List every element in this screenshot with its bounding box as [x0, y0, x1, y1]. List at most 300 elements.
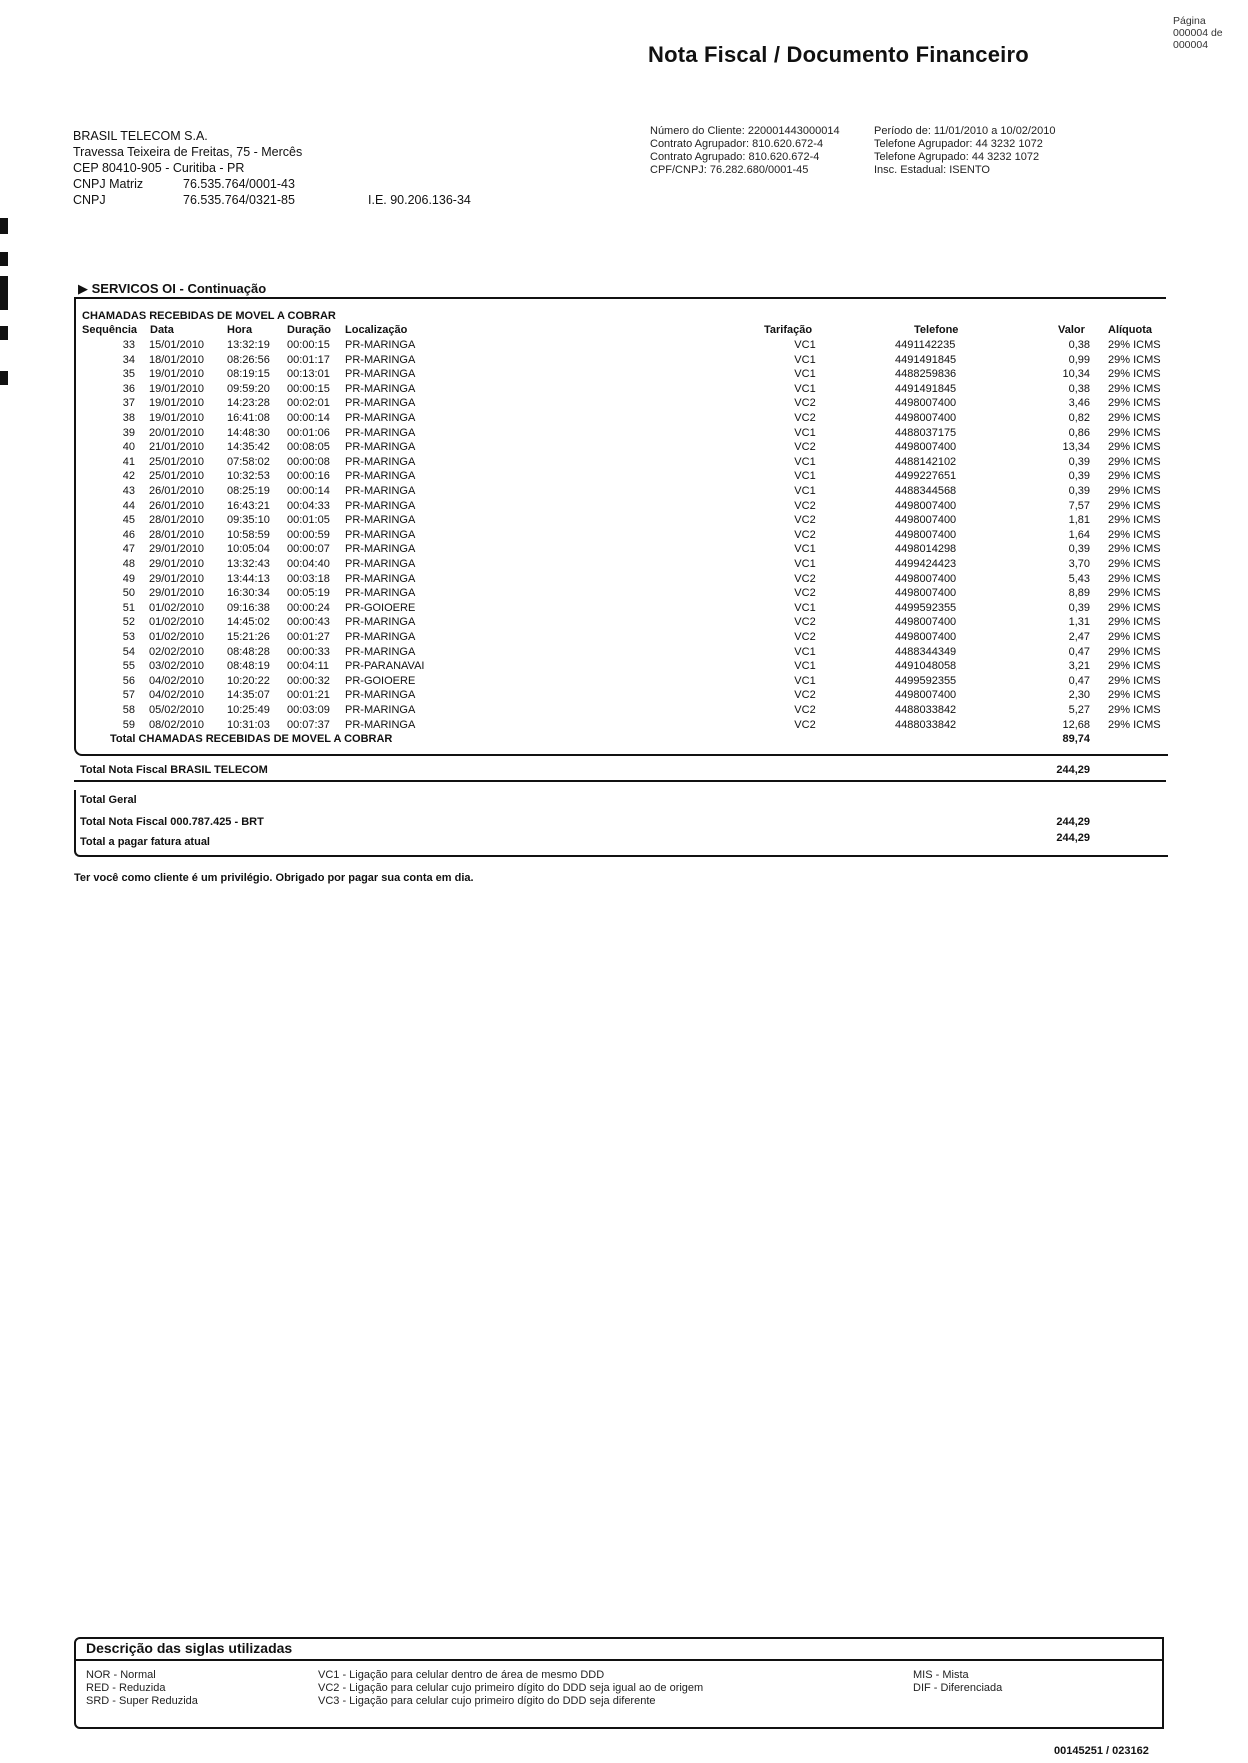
triangle-right-icon: ▶: [78, 281, 88, 296]
row-seq: 40: [122, 441, 135, 454]
row-duration: 00:07:37: [287, 718, 330, 731]
row-seq: 38: [122, 412, 135, 424]
row-phone: 4498007400: [895, 499, 957, 512]
legend-col-2: VC1 - Ligação para celular dentro de área de mesmo DDD VC2 - Ligação para celular cujo primeiro dígito do DDD seja igual ao de origem VC3 - Ligação para celular cujo primeiro dígito do DDD seja diferente: [318, 1669, 704, 1707]
row-location: PR-MARINGA: [345, 558, 416, 570]
table-row: [0, 703, 1248, 718]
row-tariff: VC1: [794, 543, 816, 556]
row-rate: 29% ICMS: [1108, 397, 1161, 410]
row-tariff: VC2: [794, 528, 816, 541]
row-tariff: VC1: [794, 470, 816, 483]
table-row: [0, 586, 1248, 601]
total-nf-brasil-label: Total Nota Fiscal BRASIL TELECOM: [80, 764, 268, 776]
row-date: 01/02/2010: [149, 631, 205, 643]
row-rate: 29% ICMS: [1108, 441, 1161, 454]
row-seq: 45: [122, 514, 135, 527]
row-time: 16:30:34: [227, 587, 270, 600]
ie-value: I.E. 90.206.136-34: [368, 193, 471, 207]
row-date: 19/01/2010: [149, 382, 205, 395]
table-row: [0, 426, 1248, 441]
row-duration: 00:08:05: [287, 441, 330, 454]
table-row: [0, 615, 1248, 630]
row-date: 19/01/2010: [149, 412, 205, 424]
row-seq: 34: [122, 353, 135, 366]
document-title: Nota Fiscal / Documento Financeiro: [648, 42, 1029, 67]
company-info: [73, 128, 471, 208]
row-duration: 00:01:17: [287, 353, 330, 366]
row-time: 16:43:21: [227, 499, 270, 512]
row-tariff: VC1: [794, 601, 816, 614]
row-time: 16:41:08: [227, 412, 270, 424]
row-date: 29/01/2010: [149, 558, 205, 570]
row-location: PR-MARINGA: [345, 514, 416, 527]
row-seq: 43: [122, 485, 135, 497]
scan-mark: [0, 218, 8, 234]
row-value: 2,47: [1068, 631, 1090, 643]
row-value: 10,34: [1062, 368, 1090, 381]
row-duration: 00:03:18: [287, 572, 330, 585]
row-date: 01/02/2010: [149, 616, 205, 629]
row-duration: 00:00:14: [287, 485, 330, 497]
row-location: PR-MARINGA: [345, 528, 416, 541]
row-seq: 58: [122, 704, 135, 716]
row-rate: 29% ICMS: [1108, 426, 1161, 439]
row-phone: 4498014298: [895, 543, 957, 556]
row-date: 25/01/2010: [149, 470, 205, 483]
row-rate: 29% ICMS: [1108, 485, 1161, 497]
row-duration: 00:05:19: [287, 587, 330, 600]
row-location: PR-MARINGA: [345, 368, 416, 381]
row-time: 08:19:15: [227, 368, 270, 381]
row-rate: 29% ICMS: [1108, 499, 1161, 512]
row-tariff: VC2: [794, 412, 816, 424]
row-date: 18/01/2010: [149, 353, 205, 366]
row-value: 2,30: [1068, 689, 1090, 702]
row-time: 08:48:19: [227, 660, 270, 673]
row-phone: 4488344568: [895, 485, 957, 497]
page-indicator: Página 000004 de 000004: [1173, 15, 1223, 51]
col-header-seq: Sequência: [82, 324, 138, 336]
row-time: 09:59:20: [227, 382, 270, 395]
contract-agrupador: Contrato Agrupador: 810.620.672-4: [650, 138, 824, 150]
row-seq: 39: [122, 426, 135, 439]
total-pagar-value: 244,29: [1056, 832, 1090, 844]
row-phone: 4499592355: [895, 674, 957, 687]
row-value: 0,99: [1068, 353, 1090, 366]
row-seq: 57: [122, 689, 135, 702]
row-location: PR-MARINGA: [345, 631, 416, 643]
section-total-value: 89,74: [1062, 733, 1090, 745]
row-phone: 4498007400: [895, 514, 957, 527]
thank-you-note: Ter você como cliente é um privilégio. Obrigado por pagar sua conta em dia.: [74, 872, 474, 884]
legend-title: Descrição das siglas utilizadas: [86, 1640, 293, 1656]
row-tariff: VC2: [794, 689, 816, 702]
row-seq: 49: [122, 572, 135, 585]
row-value: 13,34: [1062, 441, 1090, 454]
row-phone: 4488033842: [895, 718, 957, 731]
row-value: 3,70: [1068, 558, 1090, 570]
period-info: [874, 125, 1055, 177]
row-location: PR-PARANAVAI: [345, 660, 425, 673]
row-phone: 4488037175: [895, 426, 957, 439]
row-location: PR-MARINGA: [345, 499, 416, 512]
row-phone: 4488259836: [895, 368, 957, 381]
row-seq: 51: [122, 601, 135, 614]
table-row: [0, 411, 1248, 426]
row-time: 14:35:07: [227, 689, 270, 702]
row-time: 14:35:42: [227, 441, 270, 454]
client-cpf: CPF/CNPJ: 76.282.680/0001-45: [650, 164, 809, 176]
row-value: 0,47: [1068, 645, 1090, 658]
row-value: 0,47: [1068, 674, 1090, 687]
row-tariff: VC2: [794, 572, 816, 585]
row-seq: 35: [122, 368, 135, 381]
row-seq: 47: [122, 543, 135, 556]
row-date: 19/01/2010: [149, 368, 205, 381]
row-seq: 48: [122, 558, 135, 570]
document-number: 00145251 / 023162: [1054, 1745, 1149, 1757]
row-duration: 00:02:01: [287, 397, 330, 410]
divider: [74, 780, 1166, 782]
table-row: [0, 484, 1248, 499]
row-rate: 29% ICMS: [1108, 455, 1161, 468]
row-rate: 29% ICMS: [1108, 718, 1161, 731]
row-duration: 00:00:33: [287, 645, 330, 658]
row-duration: 00:04:33: [287, 499, 330, 512]
row-tariff: VC1: [794, 558, 816, 570]
company-cep: CEP 80410-905 - Curitiba - PR: [73, 161, 245, 175]
row-seq: 44: [122, 499, 135, 512]
row-tariff: VC1: [794, 674, 816, 687]
row-seq: 33: [122, 339, 135, 351]
row-date: 03/02/2010: [149, 660, 205, 673]
row-rate: 29% ICMS: [1108, 528, 1161, 541]
row-time: 10:05:04: [227, 543, 270, 556]
row-tariff: VC1: [794, 339, 816, 351]
row-value: 12,68: [1062, 718, 1090, 731]
row-seq: 36: [122, 382, 135, 395]
row-rate: 29% ICMS: [1108, 368, 1161, 381]
scan-mark: [0, 252, 8, 266]
row-seq: 56: [122, 674, 135, 687]
total-nf-brasil-value: 244,29: [1056, 764, 1090, 776]
row-location: PR-GOIOERE: [345, 674, 416, 687]
col-header-aliquota: Alíquota: [1108, 324, 1152, 336]
row-phone: 4498007400: [895, 616, 957, 629]
row-rate: 29% ICMS: [1108, 704, 1161, 716]
row-duration: 00:00:32: [287, 674, 330, 687]
row-time: 14:48:30: [227, 426, 270, 439]
row-date: 25/01/2010: [149, 455, 205, 468]
row-phone: 4491491845: [895, 382, 957, 395]
table-row: [0, 440, 1248, 455]
cnpj-value: 76.535.764/0321-85: [183, 193, 295, 207]
row-seq: 53: [122, 631, 135, 643]
row-rate: 29% ICMS: [1108, 631, 1161, 643]
client-info: [650, 125, 840, 177]
row-phone: 4498007400: [895, 441, 957, 454]
row-date: 05/02/2010: [149, 704, 205, 716]
table-row: [0, 601, 1248, 616]
row-date: 29/01/2010: [149, 543, 205, 556]
row-date: 01/02/2010: [149, 601, 205, 614]
row-date: 19/01/2010: [149, 397, 205, 410]
row-time: 10:20:22: [227, 674, 270, 687]
row-phone: 4499592355: [895, 601, 957, 614]
row-seq: 42: [122, 470, 135, 483]
row-rate: 29% ICMS: [1108, 543, 1161, 556]
row-rate: 29% ICMS: [1108, 587, 1161, 600]
row-rate: 29% ICMS: [1108, 674, 1161, 687]
row-phone: 4499424423: [895, 558, 957, 570]
row-duration: 00:00:15: [287, 382, 330, 395]
row-tariff: VC1: [794, 645, 816, 658]
row-time: 08:26:56: [227, 353, 270, 366]
row-location: PR-MARINGA: [345, 441, 416, 454]
row-time: 08:48:28: [227, 645, 270, 658]
row-date: 02/02/2010: [149, 645, 205, 658]
table-row: [0, 396, 1248, 411]
row-location: PR-MARINGA: [345, 718, 416, 731]
row-value: 8,89: [1068, 587, 1090, 600]
table-row: [0, 718, 1248, 733]
row-phone: 4498007400: [895, 528, 957, 541]
row-phone: 4488142102: [895, 455, 957, 468]
total-nf-brt-label: Total Nota Fiscal 000.787.425 - BRT: [80, 816, 264, 828]
row-rate: 29% ICMS: [1108, 353, 1161, 366]
row-time: 07:58:02: [227, 455, 270, 468]
row-value: 3,46: [1068, 397, 1090, 410]
row-phone: 4488344349: [895, 645, 957, 658]
row-duration: 00:13:01: [287, 368, 330, 381]
col-header-data: Data: [150, 324, 174, 336]
row-tariff: VC2: [794, 587, 816, 600]
row-time: 10:25:49: [227, 704, 270, 716]
row-date: 20/01/2010: [149, 426, 205, 439]
table-row: [0, 659, 1248, 674]
row-duration: 00:00:07: [287, 543, 330, 556]
table-row: [0, 338, 1248, 353]
row-value: 0,39: [1068, 601, 1090, 614]
row-time: 10:31:03: [227, 718, 270, 731]
row-duration: 00:04:40: [287, 558, 330, 570]
row-tariff: VC1: [794, 382, 816, 395]
row-time: 13:44:13: [227, 572, 270, 585]
row-tariff: VC2: [794, 514, 816, 527]
state-registration: Insc. Estadual: ISENTO: [874, 164, 990, 176]
row-location: PR-MARINGA: [345, 704, 416, 716]
row-time: 14:23:28: [227, 397, 270, 410]
cnpj-matriz-value: 76.535.764/0001-43: [183, 177, 295, 191]
row-date: 29/01/2010: [149, 572, 205, 585]
table-row: [0, 455, 1248, 470]
row-duration: 00:00:15: [287, 339, 330, 351]
row-phone: 4498007400: [895, 412, 957, 424]
company-address: Travessa Teixeira de Freitas, 75 - Mercês: [73, 145, 303, 159]
row-value: 0,39: [1068, 455, 1090, 468]
table-row: [0, 499, 1248, 514]
section-title: ▶ SERVICOS OI - Continuação: [78, 281, 267, 296]
row-location: PR-GOIOERE: [345, 601, 416, 614]
row-value: 3,21: [1068, 660, 1090, 673]
phone-agrupado: Telefone Agrupado: 44 3232 1072: [874, 151, 1040, 163]
col-header-duracao: Duração: [287, 324, 332, 336]
row-location: PR-MARINGA: [345, 543, 416, 556]
row-value: 0,38: [1068, 382, 1090, 395]
legend-rule: [74, 1659, 1164, 1661]
row-value: 1,64: [1068, 528, 1090, 541]
total-pagar-label: Total a pagar fatura atual: [80, 836, 210, 848]
row-tariff: VC1: [794, 660, 816, 673]
scan-mark: [0, 276, 8, 310]
row-date: 28/01/2010: [149, 528, 205, 541]
row-tariff: VC1: [794, 485, 816, 497]
row-value: 1,31: [1068, 616, 1090, 629]
row-location: PR-MARINGA: [345, 382, 416, 395]
row-location: PR-MARINGA: [345, 587, 416, 600]
row-rate: 29% ICMS: [1108, 689, 1161, 702]
row-value: 0,86: [1068, 426, 1090, 439]
row-phone: 4498007400: [895, 689, 957, 702]
row-duration: 00:01:05: [287, 514, 330, 527]
row-duration: 00:00:59: [287, 528, 330, 541]
row-date: 28/01/2010: [149, 514, 205, 527]
row-seq: 54: [122, 645, 135, 658]
table-row: [0, 645, 1248, 660]
row-location: PR-MARINGA: [345, 616, 416, 629]
table-subtitle: CHAMADAS RECEBIDAS DE MOVEL A COBRAR: [82, 310, 336, 322]
row-rate: 29% ICMS: [1108, 601, 1161, 614]
row-duration: 00:00:14: [287, 412, 330, 424]
row-tariff: VC1: [794, 426, 816, 439]
row-time: 13:32:19: [227, 339, 270, 351]
row-value: 0,39: [1068, 470, 1090, 483]
row-value: 5,43: [1068, 572, 1090, 585]
row-rate: 29% ICMS: [1108, 382, 1161, 395]
row-location: PR-MARINGA: [345, 412, 416, 424]
row-value: 0,39: [1068, 543, 1090, 556]
table-row: [0, 542, 1248, 557]
row-time: 09:16:38: [227, 601, 270, 614]
company-name: BRASIL TELECOM S.A.: [73, 129, 208, 143]
row-phone: 4498007400: [895, 572, 957, 585]
row-date: 04/02/2010: [149, 689, 205, 702]
row-phone: 4498007400: [895, 397, 957, 410]
row-date: 26/01/2010: [149, 485, 205, 497]
row-value: 0,82: [1068, 412, 1090, 424]
legend-col-1: NOR - Normal RED - Reduzida SRD - Super Reduzida: [86, 1669, 198, 1707]
row-location: PR-MARINGA: [345, 470, 416, 483]
col-header-localizacao: Localização: [345, 324, 408, 336]
row-tariff: VC1: [794, 455, 816, 468]
row-value: 7,57: [1068, 499, 1090, 512]
table-row: [0, 353, 1248, 368]
row-tariff: VC1: [794, 353, 816, 366]
row-duration: 00:04:11: [287, 660, 330, 673]
table-row: [0, 572, 1248, 587]
row-duration: 00:00:43: [287, 616, 330, 629]
row-tariff: VC2: [794, 397, 816, 410]
phone-agrupador: Telefone Agrupador: 44 3232 1072: [874, 138, 1043, 150]
row-phone: 4499227651: [895, 470, 957, 483]
col-header-tarifacao: Tarifação: [764, 324, 813, 336]
row-location: PR-MARINGA: [345, 645, 416, 658]
table-row: [0, 513, 1248, 528]
total-geral-label: Total Geral: [80, 794, 137, 806]
row-phone: 4498007400: [895, 587, 957, 600]
row-tariff: VC1: [794, 368, 816, 381]
row-date: 04/02/2010: [149, 674, 205, 687]
table-row: [0, 367, 1248, 382]
legend-col-3: MIS - Mista DIF - Diferenciada: [913, 1669, 1003, 1694]
row-date: 29/01/2010: [149, 587, 205, 600]
row-location: PR-MARINGA: [345, 397, 416, 410]
row-value: 1,81: [1068, 514, 1090, 527]
row-time: 10:32:53: [227, 470, 270, 483]
row-location: PR-MARINGA: [345, 455, 416, 468]
billing-period: Período de: 11/01/2010 a 10/02/2010: [874, 125, 1056, 137]
row-location: PR-MARINGA: [345, 485, 416, 497]
table-row: [0, 688, 1248, 703]
row-rate: 29% ICMS: [1108, 514, 1161, 527]
row-seq: 55: [122, 660, 135, 673]
row-date: 15/01/2010: [149, 339, 205, 351]
row-rate: 29% ICMS: [1108, 412, 1161, 424]
table-row: [0, 630, 1248, 645]
row-rate: 29% ICMS: [1108, 339, 1161, 351]
row-time: 08:25:19: [227, 485, 270, 497]
row-value: 0,39: [1068, 485, 1090, 497]
row-phone: 4491048058: [895, 660, 957, 673]
row-duration: 00:00:08: [287, 455, 330, 468]
row-time: 15:21:26: [227, 631, 270, 643]
row-phone: 4498007400: [895, 631, 957, 643]
row-rate: 29% ICMS: [1108, 616, 1161, 629]
table-row: [0, 557, 1248, 572]
contract-agrupado: Contrato Agrupado: 810.620.672-4: [650, 151, 820, 163]
row-time: 09:35:10: [227, 514, 270, 527]
row-value: 5,27: [1068, 704, 1090, 716]
row-tariff: VC2: [794, 441, 816, 454]
row-duration: 00:01:27: [287, 631, 330, 643]
row-phone: 4491142235: [895, 339, 956, 351]
col-header-hora: Hora: [227, 324, 253, 336]
row-tariff: VC2: [794, 704, 816, 716]
row-seq: 59: [122, 718, 135, 731]
row-duration: 00:01:21: [287, 689, 330, 702]
row-seq: 37: [122, 397, 135, 410]
row-date: 26/01/2010: [149, 499, 205, 512]
row-duration: 00:00:16: [287, 470, 330, 483]
row-location: PR-MARINGA: [345, 339, 416, 351]
section-total-label: Total CHAMADAS RECEBIDAS DE MOVEL A COBRAR: [110, 733, 393, 745]
row-rate: 29% ICMS: [1108, 572, 1161, 585]
row-duration: 00:01:06: [287, 426, 330, 439]
row-duration: 00:00:24: [287, 601, 330, 614]
row-seq: 50: [122, 587, 135, 600]
row-phone: 4488033842: [895, 704, 957, 716]
row-tariff: VC2: [794, 718, 816, 731]
row-date: 08/02/2010: [149, 718, 205, 731]
row-time: 14:45:02: [227, 616, 270, 629]
row-location: PR-MARINGA: [345, 689, 416, 702]
table-row: [0, 674, 1248, 689]
col-header-valor: Valor: [1058, 324, 1085, 336]
cnpj-matriz-label: CNPJ Matriz: [73, 177, 144, 191]
row-location: PR-MARINGA: [345, 353, 416, 366]
row-tariff: VC2: [794, 631, 816, 643]
row-value: 0,38: [1068, 339, 1090, 351]
